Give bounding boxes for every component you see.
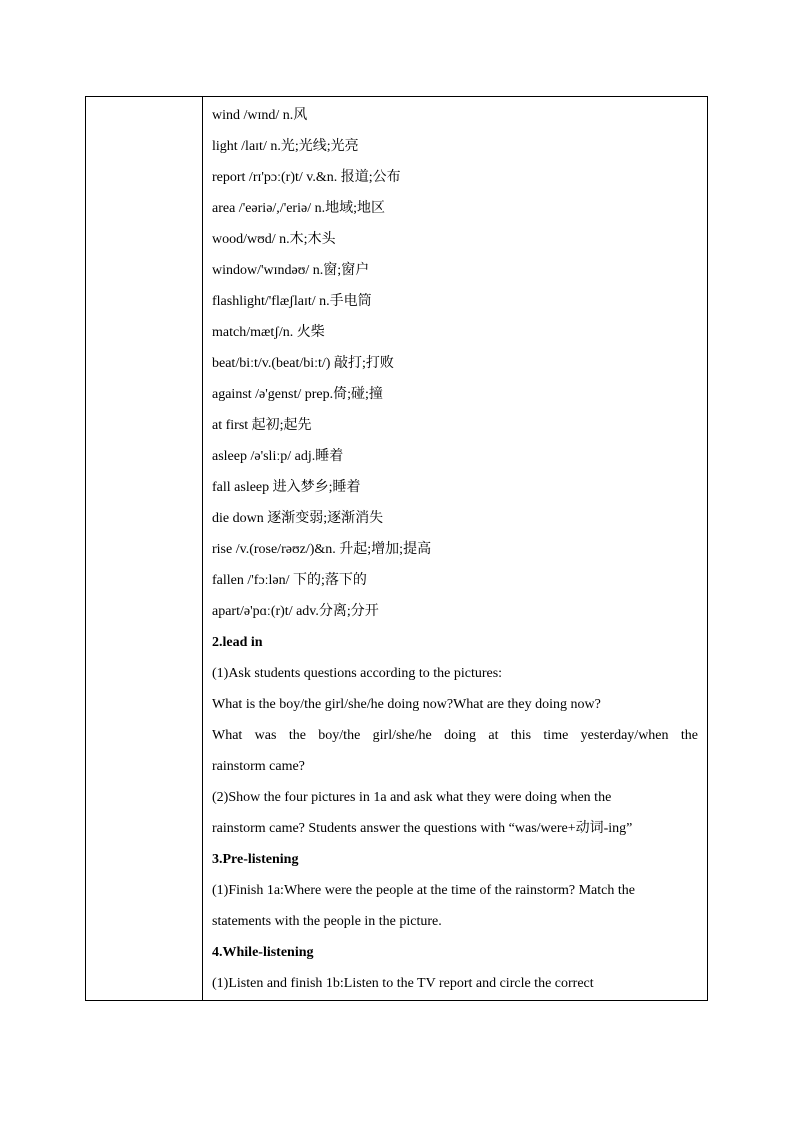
vocab-line: beat/biːt/v.(beat/biːt/) 敲打;打败 [212,356,394,371]
left-column-cell [86,97,203,1000]
vocab-line: wood/wʊd/ n.木;木头 [212,232,336,247]
content-cell [203,97,707,1000]
vocab-line: window/'wɪndəʊ/ n.窗;窗户 [212,263,370,278]
lead-in-text: rainstorm came? Students answer the questions with “was/were+动词-ing” [212,821,633,836]
vocab-line: against /ə'genst/ prep.倚;碰;撞 [212,387,383,402]
vocab-line: fall asleep 进入梦乡;睡着 [212,480,361,495]
vocab-line: flashlight/'flæʃlaɪt/ n.手电筒 [212,294,372,309]
vocab-line: report /rɪ'pɔː(r)t/ v.&n. 报道;公布 [212,170,401,185]
lead-in-text: What was the boy/the girl/she/he doing at this time yesterday/when the [212,728,698,743]
vocab-line: rise /v.(rose/rəʊz/)&n. 升起;增加;提高 [212,542,432,557]
vocab-line: light /laɪt/ n.光;光线;光亮 [212,139,359,154]
lead-in-text: (1)Ask students questions according to the pictures: [212,666,503,681]
vocab-line: wind /wɪnd/ n.风 [212,108,308,123]
vocab-line: match/mætʃ/n. 火柴 [212,325,325,340]
section-heading-lead-in: 2.lead in [212,635,263,650]
vocab-line: at first 起初;起先 [212,418,312,433]
vocab-line: fallen /'fɔːlən/ 下的;落下的 [212,573,367,588]
lead-in-text: (2)Show the four pictures in 1a and ask what they were doing when the [212,790,612,805]
vocab-line: die down 逐渐变弱;逐渐消失 [212,511,384,526]
section-heading-while-listening: 4.While-listening [212,945,314,960]
lesson-table [85,96,708,1001]
pre-listening-text: (1)Finish 1a:Where were the people at the time of the rainstorm? Match the [212,883,635,898]
vocab-line: apart/ə'pɑː(r)t/ adv.分离;分开 [212,604,379,619]
section-heading-pre-listening: 3.Pre-listening [212,852,299,867]
vocab-line: area /'eəriə/,/'eriə/ n.地域;地区 [212,201,385,216]
while-listening-text: (1)Listen and finish 1b:Listen to the TV report and circle the correct [212,976,594,991]
lead-in-text: rainstorm came? [212,759,305,774]
pre-listening-text: statements with the people in the picture. [212,914,442,929]
vocab-line: asleep /ə'sliːp/ adj.睡着 [212,449,344,464]
lead-in-text: What is the boy/the girl/she/he doing now?What are they doing now? [212,697,601,712]
